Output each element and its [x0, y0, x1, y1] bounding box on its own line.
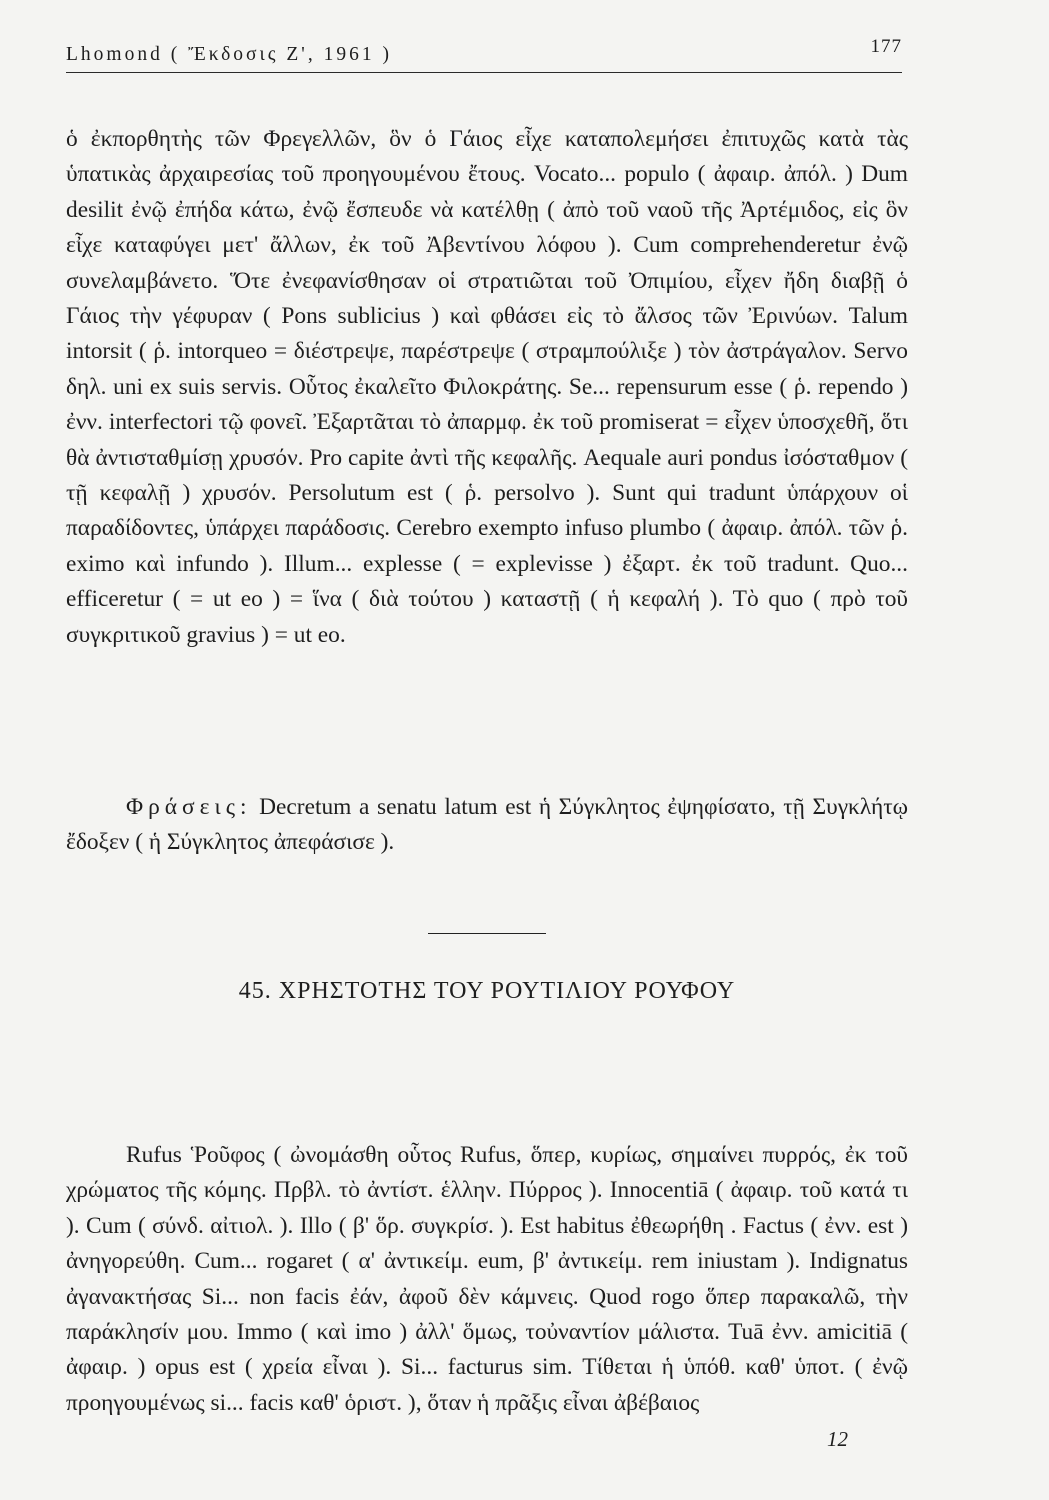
phrases-text: Decretum a senatu latum est ἡ Σύγκλητος ἐψηφίσατο, τῇ Συγκλήτῳ ἔδοξεν ( ἡ Σύγκλητος ἀπεφάσισε ). — [66, 794, 908, 856]
phrases-paragraph — [66, 790, 908, 861]
page-number: 177 — [870, 36, 902, 57]
running-header — [66, 30, 902, 73]
commentary-paragraph: ὁ ἐκπορθητὴς τῶν Φρεγελλῶν, ὃν ὁ Γάιος εἶχε καταπολεμήσει ἐπιτυχῶς κατὰ τὰς ὑπατικὰς ἀρχαιρεσίας τοῦ προηγουμένου ἔτους. Vocato... populo ( ἀφαιρ. ἀπόλ. ) Dum desilit ἐνῷ ἐπήδα κάτω, ἐνῷ ἔσπευδε νὰ κατέλθῃ ( ἀπὸ τοῦ ναοῦ τῆς Ἀρτέμιδος, εἰς ὃν εἶχε καταφύγει μετ' ἄλλων, ἐκ τοῦ Ἀβεντίνου λόφου ). Cum comprehenderetur ἐνῷ συνελαμβάνετο. Ὅτε ἐνεφανίσθησαν οἱ στρατιῶται τοῦ Ὀπιμίου, εἶχεν ἤδη διαβῇ ὁ Γάιος τὴν γέφυραν ( Pons sublicius ) καὶ φθάσει εἰς τὸ ἄλσος τῶν Ἐρινύων. Talum intorsit ( ῥ. intorqueo = διέστρεψε, παρέστρεψε ( στραμπούλιξε ) τὸν ἀστράγαλον. Servo δηλ. uni ex suis servis. Οὗτος ἐκαλεῖτο Φιλοκράτης. Se... repensurum esse ( ῥ. rependo ) ἐνν. interfectori τῷ φονεῖ. Ἐξαρτᾶται τὸ ἀπαρμφ. ἐκ τοῦ promiserat = εἶχεν ὑποσχεθῆ, ὅτι θὰ ἀντισταθμίσῃ χρυσόν. Pro capite ἀντὶ τῆς κεφαλῆς. Aequale auri pondus ἰσόσταθμον ( τῇ κεφαλῇ ) χρυσόν. Persolutum est ( ῥ. persolvo ). Sunt qui tradunt ὑπάρχουν οἱ παραδίδοντες, ὑπάρχει παράδοσις. Cerebro exempto infuso plumbo ( ἀφαιρ. ἀπόλ. τῶν ῥ. eximo καὶ infundo ). Illum... explesse ( = explevisse ) ἐξαρτ. ἐκ τοῦ tradunt. Quo... efficeretur ( = ut eo ) = ἵνα ( διὰ τούτου ) καταστῇ ( ἡ κεφαλή ). Τὸ quo ( πρὸ τοῦ συγκριτικοῦ gravius ) = ut eo. — [66, 126, 908, 648]
phrases-label: Φράσεις: — [126, 794, 252, 820]
section-divider — [428, 933, 546, 934]
section-paragraph: Rufus Ῥοῦφος ( ὠνομάσθη οὗτος Rufus, ὅπερ, κυρίως, σημαίνει πυρρός, ἐκ τοῦ χρώματος τῆς κόμης. Πρβλ. τὸ ἀντίστ. ἑλλην. Πύρρος ). Innocentiā ( ἀφαιρ. τοῦ κατά τι ). Cum ( σύνδ. αἰτιολ. ). Illo ( β' ὅρ. συγκρίσ. ). Est habitus ἐθεωρήθη . Factus ( ἐνν. est ) ἀνηγορεύθη. Cum... rogaret ( α' ἀντικείμ. eum, β' ἀντικείμ. rem iniustam ). Indignatus ἀγανακτήσας Si... non facis ἐάν, ἀφοῦ δὲν κάμνεις. Quod rogo ὅπερ παρακαλῶ, τὴν παράκλησίν μου. Immo ( καὶ imo ) ἀλλ' ὅμως, τοὐναντίον μάλιστα. Tuā ἐνν. amicitiā ( ἀφαιρ. ) opus est ( χρεία εἶναι ). Si... facturus sim. Τίθεται ἡ ὑπόθ. καθ' ὑποτ. ( ἐνῷ προηγουμένως si... facis καθ' ὁριστ. ), ὅταν ἡ πρᾶξις εἶναι ἀβέβαιος — [66, 1142, 908, 1416]
book-page — [66, 30, 908, 1470]
section-title: 45. ΧΡΗΣΤΟΤΗΣ ΤΟΥ ΡΟΥΤΙΛΙΟΥ ΡΟΥΦΟΥ — [238, 978, 736, 1004]
printer-signature: 12 — [827, 1427, 848, 1451]
running-title: Lhomond ( Ἔκδοσις Ζ', 1961 ) — [66, 44, 392, 65]
